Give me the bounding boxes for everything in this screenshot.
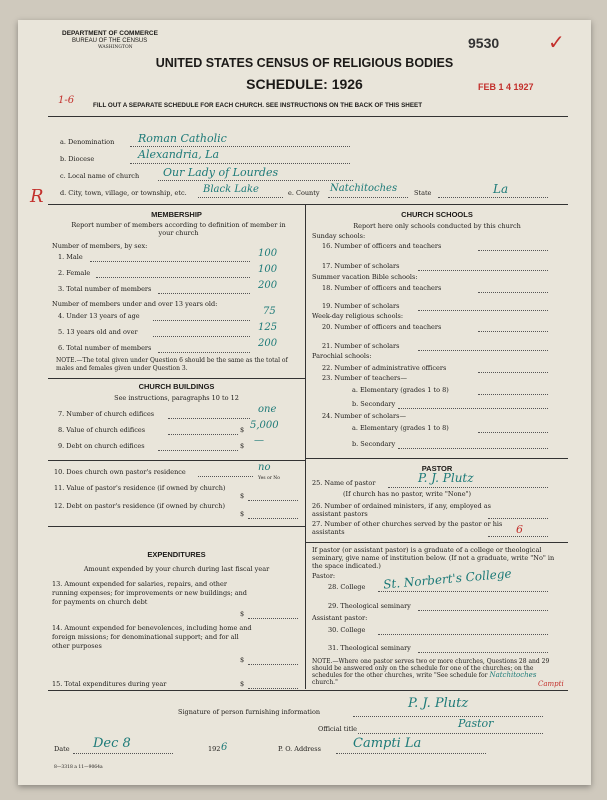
leader-line — [418, 610, 548, 611]
q12-label: 12. Debt on pastor's residence (if owned by church) — [54, 502, 225, 510]
leader-line — [488, 536, 548, 537]
graduate-note: If pastor (or assistant pastor) is a graduate of a college or theological seminary, give name of institution below. (If not a graduate, write "No" in the space indicated.) — [312, 546, 555, 570]
divider — [48, 690, 568, 691]
sunday-label: Sunday schools: — [312, 232, 366, 240]
q24a-label: a. Elementary (grades 1 to 8) — [352, 424, 449, 432]
year-prefix: 192 — [208, 745, 221, 753]
divider — [48, 204, 568, 205]
date-stamp: FEB 1 4 1927 — [478, 82, 534, 92]
q1-label: 1. Male — [58, 253, 83, 261]
q8-value[interactable]: 5,000 — [250, 420, 279, 431]
divider — [305, 542, 568, 543]
membership-intro: Report number of members according to definition of member in your church — [71, 221, 286, 237]
leader-line — [248, 688, 298, 689]
pastor-note — [312, 658, 560, 686]
leader-line — [398, 408, 548, 409]
q8-label: 8. Value of church edifices — [58, 426, 146, 434]
leader-line — [73, 753, 173, 754]
leader-line — [153, 320, 250, 321]
instruction-line: FILL OUT A SEPARATE SCHEDULE FOR EACH CHURCH. SEE INSTRUCTIONS ON THE BACK OF THIS SHEET — [93, 102, 423, 109]
pastor-note-text: NOTE.—Where one pastor serves two or more churches, Questions 28 and 29 should be answered only on the schedule for one of the churches; on the schedules for the other churches, write "See schedule for — [312, 658, 550, 679]
yes-no-hint: Yes or No — [258, 476, 280, 481]
leader-line — [168, 434, 238, 435]
q14-label: 14. Amount expended for benevolences, including home and foreign missions; for denominational support; and for all other purposes — [52, 624, 252, 650]
corner-mark: 1-6 — [58, 95, 75, 106]
leader-line — [158, 293, 250, 294]
church-name-label: c. Local name of church — [60, 172, 140, 180]
leader-line — [153, 336, 250, 337]
leader-line — [158, 352, 250, 353]
q10-value[interactable]: no — [258, 462, 271, 473]
diocese-field[interactable]: Alexandria, La — [138, 148, 220, 161]
q6-label: 6. Total number of members — [58, 344, 152, 352]
expenditures-sub: Amount expended by your church during last fiscal year — [83, 565, 270, 573]
q23b-label: b. Secondary — [352, 400, 396, 408]
q3-value[interactable]: 200 — [258, 280, 278, 291]
date-label: Date — [54, 745, 70, 753]
by-sex-label: Number of members, by sex: — [52, 242, 148, 250]
pastor-heading: PASTOR — [421, 464, 453, 473]
assistant-label: Assistant pastor: — [312, 614, 368, 622]
city-label: d. City, town, village, or township, etc. — [60, 189, 187, 197]
q16-label: 16. Number of officers and teachers — [322, 242, 442, 250]
schedule-title: SCHEDULE: 1926 — [246, 76, 363, 92]
church-name-line — [158, 180, 353, 181]
year-digit[interactable]: 6 — [221, 742, 228, 753]
leader-line — [378, 591, 548, 592]
r-mark: R — [30, 186, 44, 207]
q7-value[interactable]: one — [258, 404, 277, 415]
weekday-label: Week-day religious schools: — [312, 312, 404, 320]
city-field[interactable]: Black Lake — [203, 184, 259, 195]
q7-label: 7. Number of church edifices — [58, 410, 155, 418]
leader-line — [358, 733, 543, 734]
leader-line — [248, 664, 298, 665]
dollar-sign: $ — [240, 426, 245, 434]
divider — [305, 458, 568, 459]
diocese-line — [130, 163, 350, 164]
leader-line — [90, 261, 250, 262]
leader-line — [478, 394, 548, 395]
state-field[interactable]: La — [493, 182, 509, 196]
city-line — [198, 197, 283, 198]
q11-label: 11. Value of pastor's residence (if owned by church) — [54, 484, 226, 492]
leader-line — [478, 292, 548, 293]
q25-label: 25. Name of pastor — [312, 479, 376, 487]
membership-heading: MEMBERSHIP — [151, 210, 202, 219]
summer-label: Summer vacation Bible schools: — [312, 273, 418, 281]
divider — [48, 378, 305, 379]
leader-line — [418, 310, 548, 311]
leader-line — [248, 500, 298, 501]
q22-label: 22. Number of administrative officers — [322, 364, 447, 372]
leader-line — [168, 418, 250, 419]
dollar-sign: $ — [240, 492, 245, 500]
schools-heading: CHURCH SCHOOLS — [401, 210, 473, 219]
q31-label: 31. Theological seminary — [328, 644, 411, 652]
diocese-label: b. Diocese — [60, 155, 95, 163]
date-field[interactable]: Dec 8 — [93, 736, 131, 751]
county-field[interactable]: Natchitoches — [330, 183, 398, 194]
leader-line — [158, 450, 238, 451]
q30-label: 30. College — [328, 626, 366, 634]
q19-label: 19. Number of scholars — [322, 302, 400, 310]
membership-note: NOTE.—The total given under Question 6 should be the same as the total of males and females given under Question 3. — [56, 357, 288, 372]
q10-label: 10. Does church own pastor's residence — [54, 468, 186, 476]
title-field[interactable]: Pastor — [458, 717, 494, 730]
leader-line — [336, 753, 486, 754]
leader-line — [418, 270, 548, 271]
divider — [48, 526, 305, 527]
q28-label: 28. College — [328, 583, 366, 591]
leader-line — [353, 716, 543, 717]
pastor-sub-label: Pastor: — [312, 572, 336, 580]
q25-note: (If church has no pastor, write "None") — [343, 490, 472, 498]
dollar-sign: $ — [240, 656, 245, 664]
q23-label: 23. Number of teachers— — [322, 374, 407, 382]
leader-line — [478, 432, 548, 433]
pastor-name-field[interactable]: P. J. Plutz — [418, 471, 474, 485]
leader-line — [248, 518, 298, 519]
pastor-note-extra: Campti — [538, 680, 564, 688]
census-form-sheet — [18, 20, 591, 785]
q26-label: 26. Number of ordained ministers, if any, employed as assistant pastors — [312, 502, 491, 518]
column-divider — [305, 204, 306, 689]
q3-label: 3. Total number of members — [58, 285, 152, 293]
q27-value[interactable]: 6 — [516, 523, 523, 536]
q18-label: 18. Number of officers and teachers — [322, 284, 442, 292]
q21-label: 21. Number of scholars — [322, 342, 400, 350]
q13-label: 13. Amount expended for salaries, repairs, and other running expenses; for improvements or new buildings; and for payments on church debt — [52, 580, 247, 606]
leader-line — [198, 476, 253, 477]
leader-line — [478, 250, 548, 251]
dollar-sign: $ — [240, 610, 245, 618]
denomination-field[interactable]: Roman Catholic — [138, 132, 227, 145]
q24b-label: b. Secondary — [352, 440, 396, 448]
leader-line — [378, 634, 548, 635]
q9-value[interactable]: — — [254, 435, 264, 446]
pastor-note-fill[interactable]: Natchitoches — [489, 671, 537, 679]
leader-line — [418, 350, 548, 351]
state-line — [438, 197, 548, 198]
leader-line — [398, 448, 548, 449]
county-label: e. County — [288, 189, 320, 197]
buildings-heading: CHURCH BUILDINGS — [138, 382, 215, 391]
q5-value[interactable]: 125 — [258, 322, 278, 333]
bureau-label: BUREAU OF THE CENSUS — [72, 38, 148, 44]
q4-label: 4. Under 13 years of age — [58, 312, 140, 320]
q2-label: 2. Female — [58, 269, 91, 277]
form-number: 9530 — [468, 35, 500, 51]
leader-line — [418, 652, 548, 653]
dollar-sign: $ — [240, 680, 245, 688]
q24-label: 24. Number of scholars— — [322, 412, 406, 420]
dollar-sign: $ — [240, 442, 245, 450]
check-mark-icon: ✓ — [548, 30, 565, 54]
church-name-field[interactable]: Our Lady of Lourdes — [163, 166, 279, 179]
signature-label: Signature of person furnishing information — [178, 708, 321, 716]
leader-line — [96, 277, 250, 278]
age-intro: Number of members under and over 13 years old: — [52, 300, 218, 308]
q15-label: 15. Total expenditures during year — [52, 680, 167, 688]
form-code: 8—3318 a 11—9064a — [54, 765, 103, 770]
leader-line — [478, 372, 548, 373]
leader-line — [478, 331, 548, 332]
dollar-sign: $ — [240, 510, 245, 518]
county-line — [328, 197, 408, 198]
expenditures-heading: EXPENDITURES — [147, 550, 206, 559]
pastor-note-end: church." — [312, 679, 338, 686]
q2-value[interactable]: 100 — [258, 264, 278, 275]
q4-value[interactable]: 75 — [263, 306, 276, 317]
divider — [48, 460, 305, 461]
q29-label: 29. Theological seminary — [328, 602, 411, 610]
department-label: DEPARTMENT OF COMMERCE — [62, 30, 158, 37]
address-label: P. O. Address — [278, 745, 321, 753]
leader-line — [248, 618, 298, 619]
q9-label: 9. Debt on church edifices — [58, 442, 145, 450]
state-label: State — [414, 189, 432, 197]
address-field[interactable]: Campti La — [353, 736, 422, 751]
college-field[interactable]: St. Norbert's College — [382, 566, 513, 592]
q5-label: 5. 13 years old and over — [58, 328, 138, 336]
parochial-label: Parochial schools: — [312, 352, 372, 360]
denomination-label: a. Denomination — [60, 138, 115, 146]
schools-intro: Report here only schools conducted by this church — [353, 222, 521, 230]
q23a-label: a. Elementary (grades 1 to 8) — [352, 386, 449, 394]
q27-label: 27. Number of other churches served by the pastor or his assistants — [312, 520, 503, 536]
q6-value[interactable]: 200 — [258, 338, 278, 349]
signature-field[interactable]: P. J. Plutz — [408, 696, 469, 711]
divider — [48, 116, 568, 117]
place-label: WASHINGTON — [98, 45, 133, 50]
buildings-sub: See instructions, paragraphs 10 to 12 — [114, 394, 239, 402]
denomination-line — [130, 146, 350, 147]
q1-value[interactable]: 100 — [258, 248, 278, 259]
q20-label: 20. Number of officers and teachers — [322, 323, 442, 331]
title-label: Official title — [318, 725, 357, 733]
q17-label: 17. Number of scholars — [322, 262, 400, 270]
leader-line — [388, 487, 548, 488]
leader-line — [488, 518, 548, 519]
form-title: UNITED STATES CENSUS OF RELIGIOUS BODIES — [155, 56, 454, 70]
